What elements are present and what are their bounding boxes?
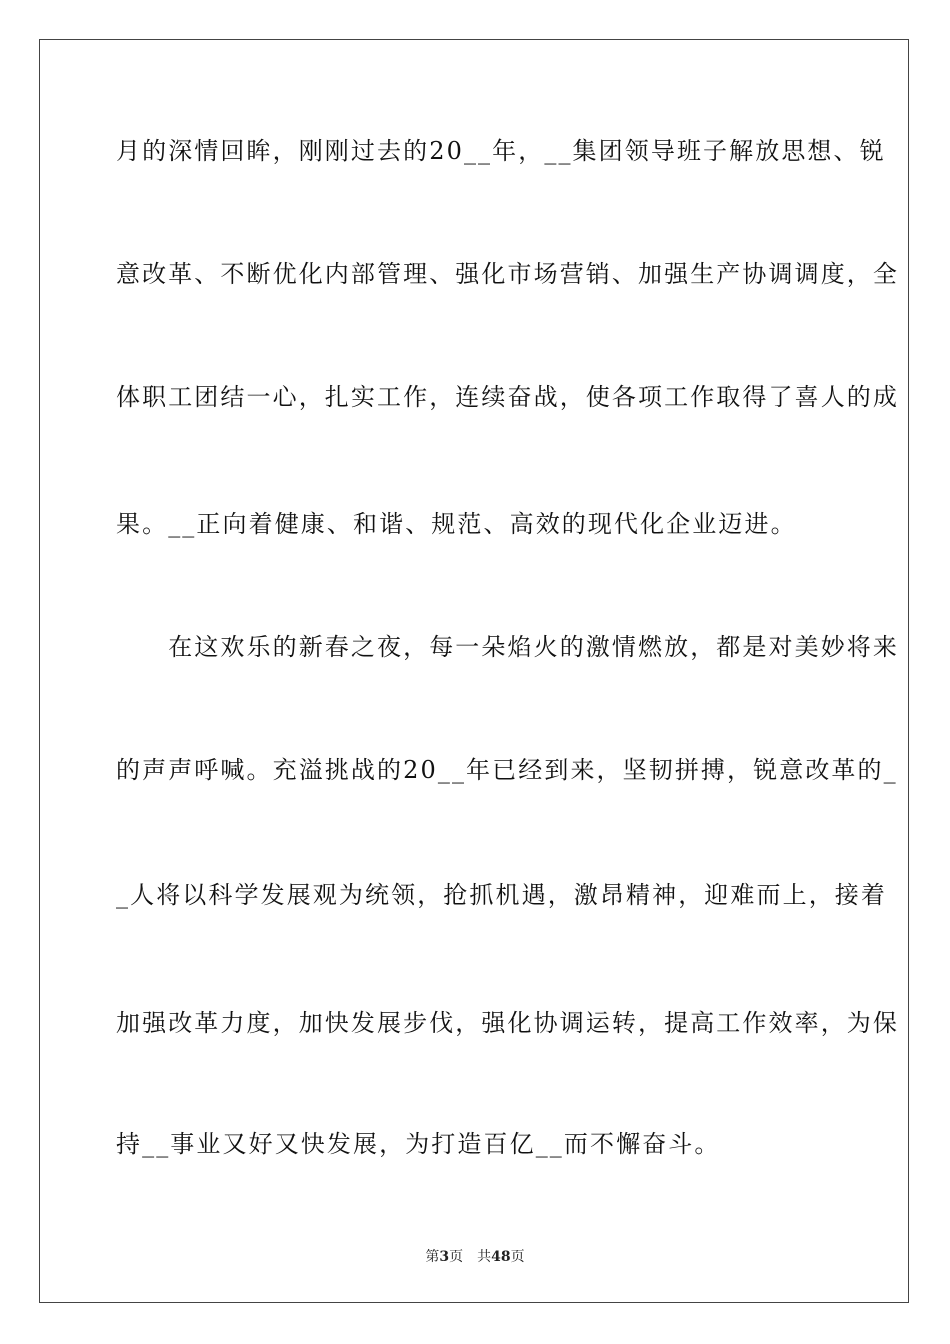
page-total: 48: [491, 1249, 511, 1265]
paragraph-line: 在这欢乐的新春之夜，每一朵焰火的激情燃放，都是对美妙将来: [116, 633, 899, 661]
page-number: 3: [439, 1249, 450, 1265]
paragraph-line: _人将以科学发展观为统领，抢抓机遇，激昂精神，迎难而上，接着: [116, 881, 887, 909]
paragraph-line: 的声声呼喊。充溢挑战的20__年已经到来，坚韧拼搏，锐意改革的_: [116, 756, 898, 784]
total-suffix: 页: [510, 1249, 525, 1265]
paragraph-line: 月的深情回眸，刚刚过去的20__年，__集团领导班子解放思想、锐: [116, 137, 886, 165]
paragraph-line: 意改革、不断优化内部管理、强化市场营销、加强生产协调调度，全: [116, 260, 899, 288]
page-frame: [39, 39, 909, 1303]
page-suffix: 页: [449, 1249, 464, 1265]
paragraph-line: 加强改革力度，加快发展步伐，强化协调运转，提高工作效率，为保: [116, 1009, 899, 1037]
paragraph-line: 果。__正向着健康、和谐、规范、高效的现代化企业迈进。: [116, 510, 797, 538]
page-footer: [0, 1248, 950, 1266]
total-prefix: 共: [477, 1249, 492, 1265]
paragraph-line: 体职工团结一心，扎实工作，连续奋战，使各项工作取得了喜人的成: [116, 383, 899, 411]
page-prefix: 第: [425, 1249, 440, 1265]
paragraph-line: 持__事业又好又快发展，为打造百亿__而不懈奋斗。: [116, 1130, 721, 1158]
